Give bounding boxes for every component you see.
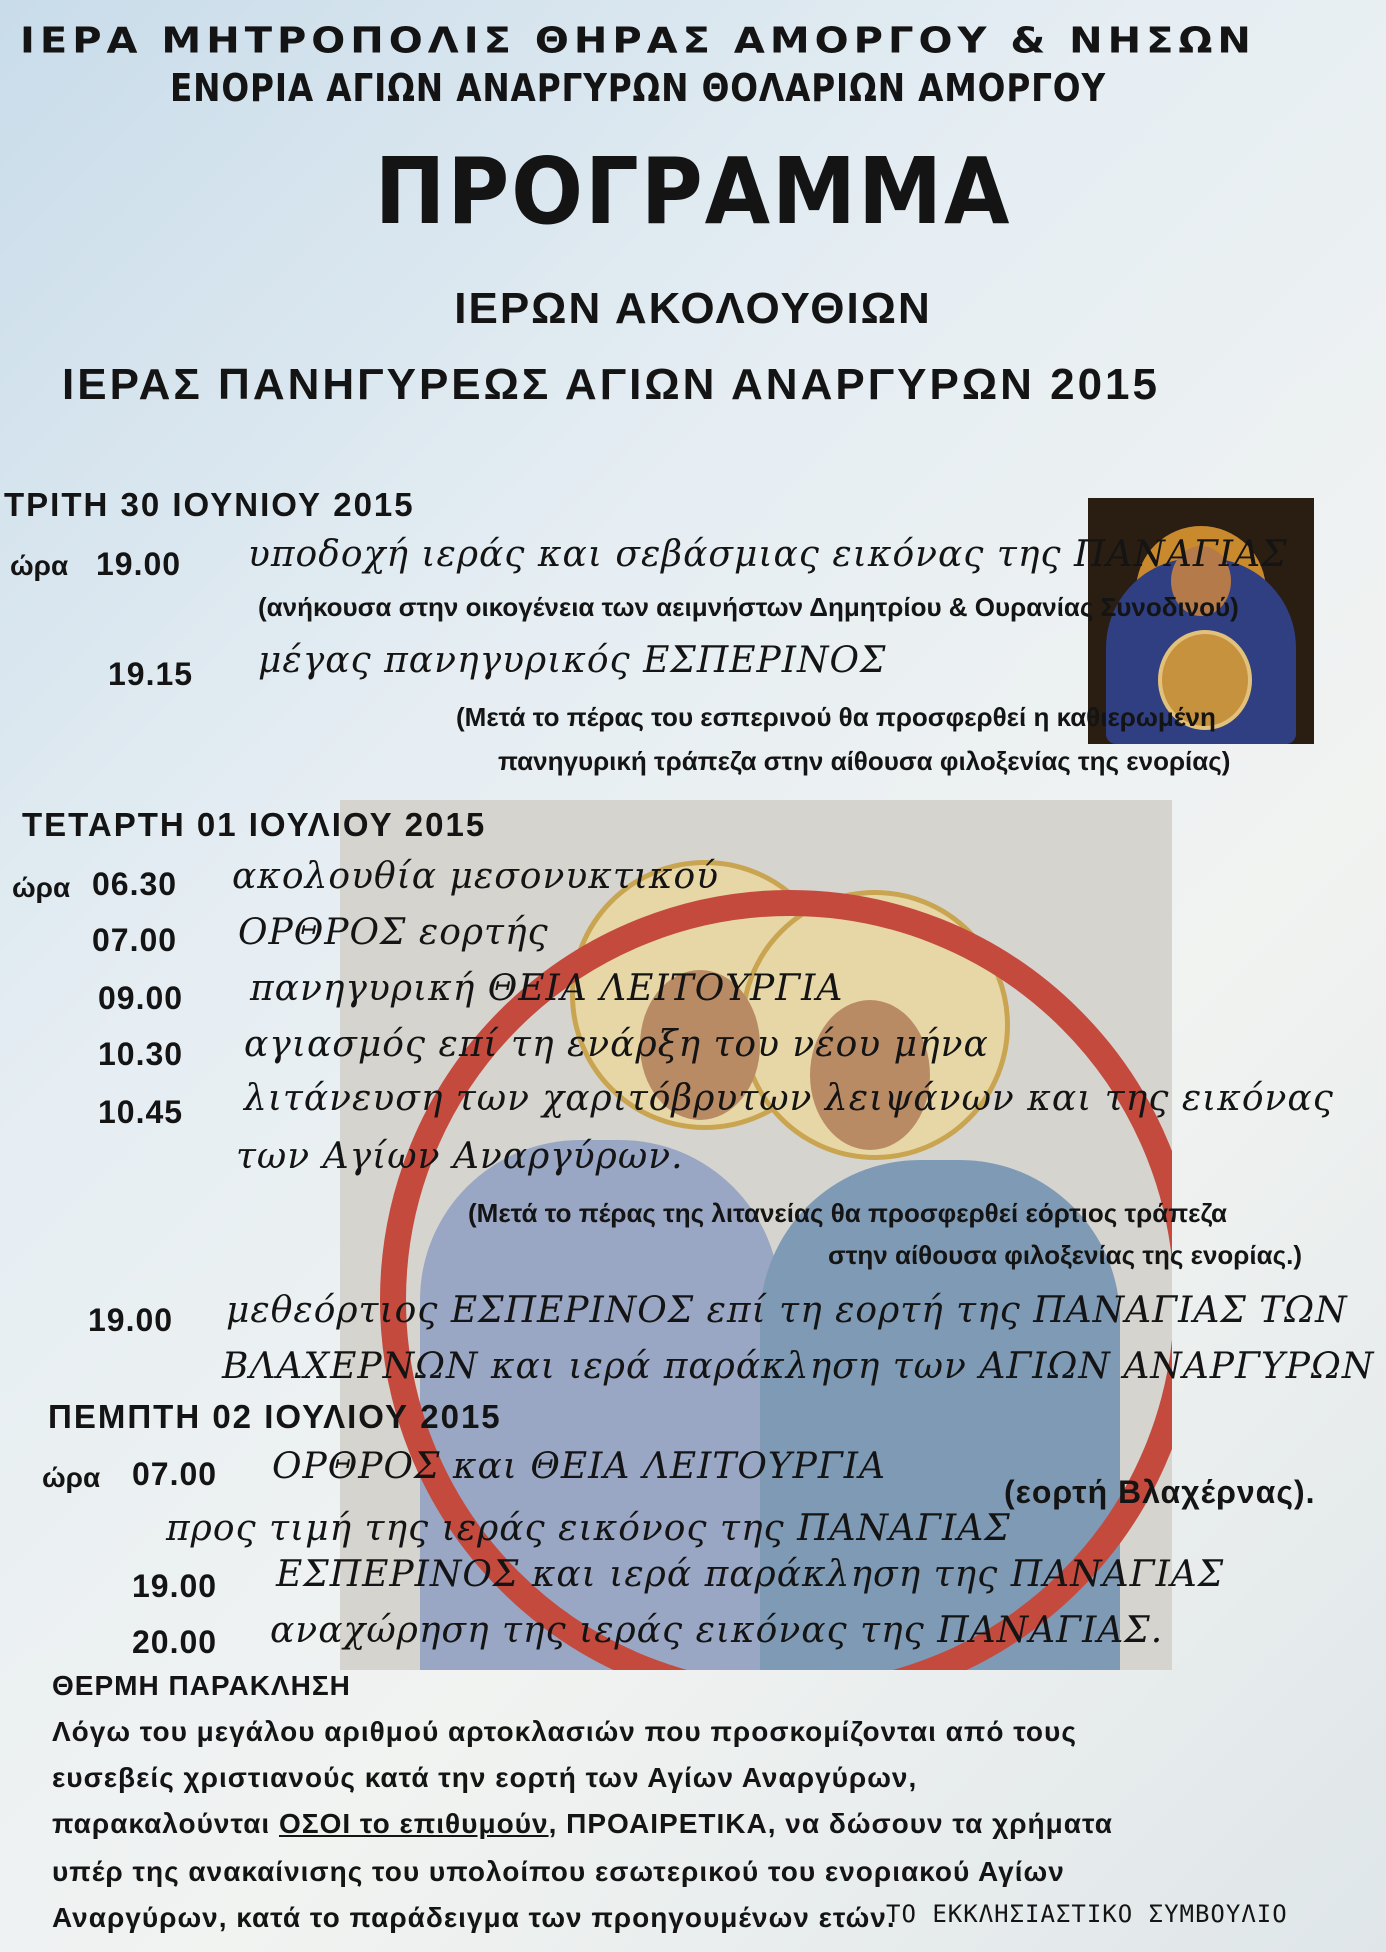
page-title: ΠΡΟΓΡΑΜΜΑ [374, 138, 1012, 245]
day2-event-6a: μεθεόρτιος ΕΣΠΕΡΙΝΟΣ επί τη εορτή της ΠΑΝΑΓΙΑΣ ΤΩΝ [226, 1290, 1348, 1331]
day1-event-1: υποδοχή ιεράς και σεβάσμιας εικόνας της ΠΑΝΑΓΙΑΣ [248, 534, 1288, 575]
day1-note-1: (ανήκουσα στην οικογένεια των αειμνήστων Δημητρίου & Ουρανίας Συνοδινού) [258, 592, 1239, 622]
request-line-5: Αναργύρων, κατά το παράδειγμα των προηγουμένων ετών. [52, 1902, 896, 1933]
request-line-3b: ΟΣΟΙ το επιθυμούν [279, 1808, 549, 1839]
day3-time-2: 19.00 [132, 1568, 218, 1604]
day3-event-2: ΕΣΠΕΡΙΝΟΣ και ιερά παράκληση της ΠΑΝΑΓΙΑΣ [276, 1554, 1225, 1595]
day3-time-3: 20.00 [132, 1624, 218, 1660]
day2-ora-label: ώρα [12, 872, 71, 903]
day3-ora-label: ώρα [42, 1462, 101, 1493]
day2-event-5a: λιτάνευση των χαριτόβρυτων λειψάνων και της εικόνας [244, 1078, 1334, 1119]
signature: ΤΟ ΕΚΚΛΗΣΙΑΣΤΙΚΟ ΣΥΜΒΟΥΛΙΟ [886, 1900, 1288, 1928]
day3-event-1: ΟΡΘΡΟΣ και ΘΕΙΑ ΛΕΙΤΟΥΡΓΙΑ [272, 1446, 887, 1487]
day3-time-1: 07.00 [132, 1456, 218, 1492]
request-line-2: ευσεβείς χριστιανούς κατά την εορτή των Αγίων Αναργύρων, [52, 1762, 918, 1793]
day1-note-2b: πανηγυρική τράπεζα στην αίθουσα φιλοξενίας της ενορίας) [498, 746, 1231, 776]
day3-event-1c: (εορτή Βλαχέρνας). [1004, 1474, 1316, 1510]
day1-date: ΤΡΙΤΗ 30 ΙΟΥΝΙΟΥ 2015 [4, 486, 415, 523]
subtitle-festival: ΙΕΡΑΣ ΠΑΝΗΓΥΡΕΩΣ ΑΓΙΩΝ ΑΝΑΡΓΥΡΩΝ 2015 [62, 360, 1160, 409]
request-line-3a: παρακαλούνται [52, 1808, 271, 1839]
parish-header: ΕΝΟΡΙΑ ΑΓΙΩΝ ΑΝΑΡΓΥΡΩΝ ΘΟΛΑΡΙΩΝ ΑΜΟΡΓΟΥ [170, 66, 1106, 110]
day2-note-5a: (Μετά το πέρας της λιτανείας θα προσφερθεί εόρτιος τράπεζα [468, 1198, 1227, 1228]
subtitle-services: ΙΕΡΩΝ ΑΚΟΛΟΥΘΙΩΝ [454, 284, 932, 333]
day2-time-2: 07.00 [92, 922, 178, 958]
request-heading: ΘΕΡΜΗ ΠΑΡΑΚΛΗΣΗ [52, 1670, 351, 1701]
day2-event-5b: των Αγίων Αναργύρων. [236, 1136, 684, 1177]
day2-time-3: 09.00 [98, 980, 184, 1016]
day1-ora-label: ώρα [10, 550, 69, 581]
day2-event-3: πανηγυρική ΘΕΙΑ ΛΕΙΤΟΥΡΓΙΑ [250, 968, 844, 1009]
day3-date: ΠΕΜΠΤΗ 02 ΙΟΥΛΙΟΥ 2015 [48, 1398, 502, 1435]
day2-time-1: 06.30 [92, 866, 178, 902]
day1-time-2: 19.15 [108, 656, 194, 692]
metropolis-header: ΙΕΡΑ ΜΗΤΡΟΠΟΛΙΣ ΘΗΡΑΣ ΑΜΟΡΓΟΥ & ΝΗΣΩΝ [20, 20, 1256, 62]
day3-event-3: αναχώρηση της ιεράς εικόνας της ΠΑΝΑΓΙΑΣ. [270, 1610, 1164, 1651]
day2-event-4: αγιασμός επί τη ενάρξη του νέου μήνα [244, 1024, 989, 1065]
day1-note-2a: (Μετά το πέρας του εσπερινού θα προσφερθεί η καθιερωμένη [456, 702, 1216, 732]
day2-event-6b: ΒΛΑΧΕΡΝΩΝ και ιερά παράκληση των ΑΓΙΩΝ ΑΝΑΡΓΥΡΩΝ [222, 1346, 1375, 1387]
request-line-4: υπέρ της ανακαίνισης του υπολοίπου εσωτερικού του ενοριακού Αγίων [52, 1856, 1065, 1887]
day1-time-1: 19.00 [96, 546, 182, 582]
day2-date: ΤΕΤΑΡΤΗ 01 ΙΟΥΛΙΟΥ 2015 [22, 806, 487, 843]
day3-event-1b: προς τιμή της ιεράς εικόνος της ΠΑΝΑΓΙΑΣ [166, 1508, 1011, 1549]
request-line-1: Λόγω του μεγάλου αριθμού αρτοκλασιών που προσκομίζονται από τους [52, 1716, 1077, 1747]
day2-note-5b: στην αίθουσα φιλοξενίας της ενορίας.) [828, 1240, 1303, 1270]
day2-time-6: 19.00 [88, 1302, 174, 1338]
day2-event-1: ακολουθία μεσονυκτικού [232, 856, 720, 897]
request-line-3c: , ΠΡΟΑΙΡΕΤΙΚΑ, να δώσουν τα χρήματα [548, 1808, 1113, 1839]
day2-time-4: 10.30 [98, 1036, 184, 1072]
day2-event-2: ΟΡΘΡΟΣ εορτής [238, 912, 549, 953]
request-line-3 [52, 1808, 1113, 1840]
day2-time-5: 10.45 [98, 1094, 184, 1130]
day1-event-2: μέγας πανηγυρικός ΕΣΠΕΡΙΝΟΣ [258, 640, 887, 681]
